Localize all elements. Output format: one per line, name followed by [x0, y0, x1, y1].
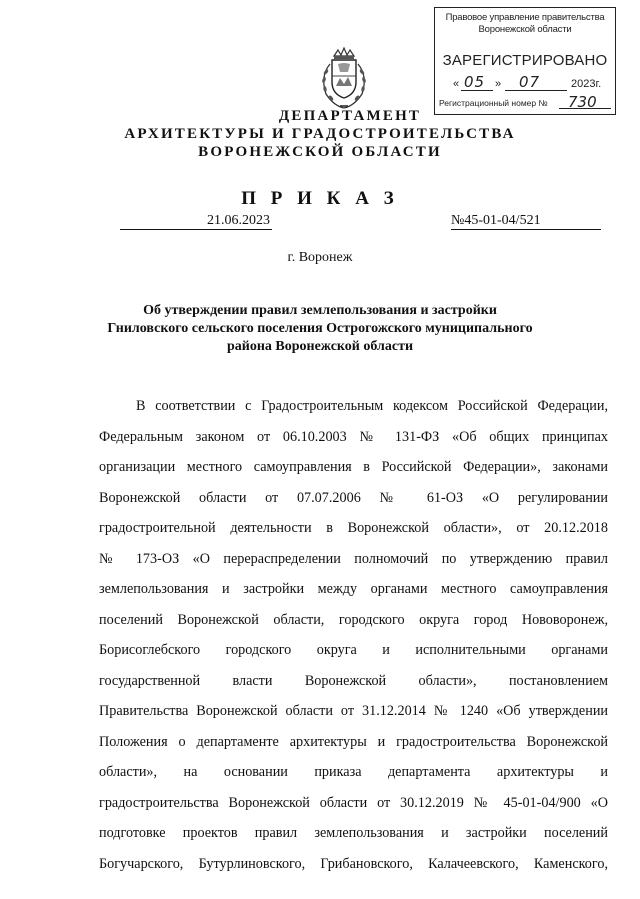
order-body — [99, 391, 608, 879]
subject-line-1: Об утверждении правил землепользования и застройки — [143, 303, 497, 318]
body-line: подготовке проектов правил землепользования и застройки поселений — [99, 825, 608, 841]
body-line: поселений Воронежской области, городского округа город Нововоронеж, — [99, 611, 608, 628]
department-line-2: АРХИТЕКТУРЫ И ГРАДОСТРОИТЕЛЬСТВА — [124, 126, 516, 142]
stamp-quote-close: » — [495, 78, 502, 90]
order-city: г. Воронеж — [287, 250, 353, 265]
stamp-quote-open: « — [453, 78, 460, 90]
body-line: В соответствии с Градостроительным кодексом Российской Федерации, — [136, 398, 608, 414]
body-line: области», на основании приказа департамента архитектуры и — [99, 764, 608, 780]
body-line: градостроительства Воронежской области от 30.12.2019 № 45-01-04/900 «О — [99, 794, 608, 811]
body-line: государственной власти Воронежской области», постановлением — [99, 672, 608, 689]
stamp-year: 2023г. — [571, 78, 602, 90]
body-line: Федеральным законом от 06.10.2003 № 131-ФЗ «Об общих принципах — [99, 428, 608, 445]
stamp-reg-number: 730 — [568, 93, 597, 111]
body-line: Воронежской области от 07.07.2006 № 61-ОЗ «О регулировании — [99, 489, 608, 506]
subject-line-3: района Воронежской области — [226, 339, 414, 354]
stamp-day: 05 — [464, 73, 486, 91]
order-date: 21.06.2023 — [120, 212, 272, 230]
registration-stamp — [434, 7, 616, 115]
body-line: организации местного самоуправления в Российской Федерации», законами — [99, 459, 608, 475]
department-line-1: ДЕПАРТАМЕНТ — [278, 108, 422, 124]
stamp-org-line-2: Воронежской области — [478, 24, 572, 35]
subject-line-2: Гниловского сельского поселения Острогожского муниципального — [107, 321, 533, 336]
voronezh-coat-of-arms-icon — [314, 46, 374, 112]
stamp-date — [453, 73, 613, 94]
body-line: Богучарского, Бутурлиновского, Грибановского, Калачеевского, Каменского, — [99, 855, 608, 872]
body-line: Борисоглебского городского округа и исполнительными органами — [99, 642, 608, 658]
stamp-org-line-1: Правовое управление правительства — [445, 12, 605, 23]
stamp-organization — [435, 12, 615, 36]
body-line: № 173-ОЗ «О перераспределении полномочий по утверждению правил — [99, 550, 608, 567]
order-subject — [80, 302, 560, 356]
stamp-month: 07 — [519, 73, 541, 91]
body-line: Правительства Воронежской области от 31.12.2014 № 1240 «Об утверждении — [99, 703, 608, 719]
department-line-3: ВОРОНЕЖСКОЙ ОБЛАСТИ — [198, 144, 442, 160]
body-line: землепользования и застройки между органами местного самоуправления — [99, 581, 608, 597]
stamp-title: ЗАРЕГИСТРИРОВАНО — [442, 52, 608, 69]
body-line: Положения о департаменте архитектуры и градостроительства Воронежской — [99, 733, 608, 750]
order-number: №45-01-04/521 — [451, 212, 601, 230]
body-line: градостроительной деятельности в Воронежской области», от 20.12.2018 — [99, 520, 608, 536]
stamp-reg-label: Регистрационный номер № — [439, 98, 548, 108]
order-title: П Р И К А З — [241, 188, 399, 209]
